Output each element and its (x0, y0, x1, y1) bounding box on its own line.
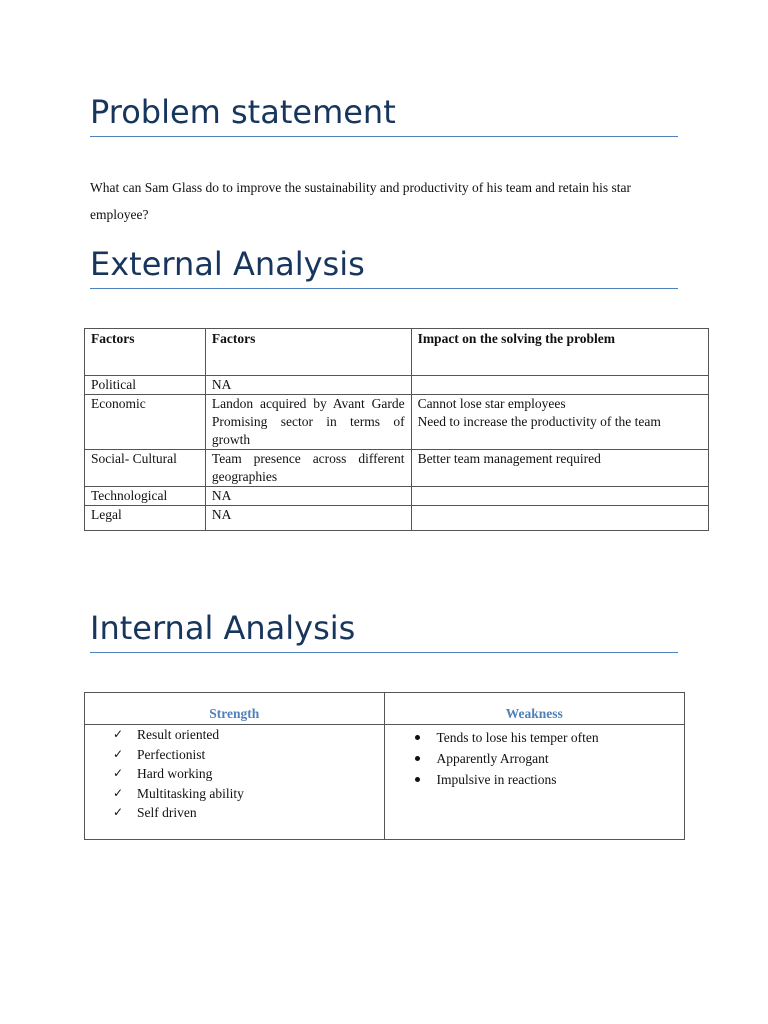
impact-line: Need to increase the productivity of the team (417, 414, 661, 429)
factor-cell: Economic (85, 395, 206, 450)
list-item-text: Result oriented (137, 727, 220, 742)
impact-cell (411, 376, 708, 395)
table-row (85, 450, 709, 487)
detail-cell: NA (205, 506, 411, 531)
factor-cell: Political (85, 376, 206, 395)
check-icon: ✓ (113, 766, 124, 780)
list-item-text: Tends to lose his temper often (436, 730, 599, 745)
list-item-text: Apparently Arrogant (436, 751, 549, 766)
check-icon: ✓ (113, 746, 124, 761)
column-header-factors: Factors (85, 329, 206, 376)
detail-cell: NA (205, 487, 411, 506)
table-row (85, 725, 685, 840)
impact-cell (411, 487, 708, 506)
bullet-icon (415, 735, 420, 740)
list-item-text: Hard working (137, 766, 213, 781)
internal-analysis-table (84, 692, 685, 840)
external-analysis-heading: External Analysis (90, 244, 678, 289)
impact-cell: Better team management required (411, 450, 708, 487)
check-icon: ✓ (113, 727, 124, 741)
factor-cell: Social- Cultural (85, 450, 206, 487)
table-row (85, 487, 709, 506)
list-item (113, 764, 384, 784)
list-item (113, 745, 384, 765)
list-item-text: Self driven (137, 805, 197, 820)
weaknesses-list (385, 725, 685, 790)
impact-cell (411, 506, 708, 531)
list-item (113, 725, 384, 745)
impact-cell (411, 395, 708, 450)
bullet-icon (415, 777, 420, 782)
table-row (85, 395, 709, 450)
column-header-factors-detail: Factors (205, 329, 411, 376)
column-header-impact: Impact on the solving the problem (411, 329, 708, 376)
list-item-text: Multitasking ability (137, 785, 244, 801)
table-header-row (85, 329, 709, 376)
internal-analysis-heading: Internal Analysis (90, 608, 678, 653)
strengths-list (85, 725, 384, 823)
list-item (411, 748, 685, 769)
list-item (411, 769, 685, 790)
list-item (411, 727, 685, 748)
external-analysis-table (84, 328, 709, 531)
list-item-text: Perfectionist (137, 746, 206, 762)
factor-cell: Technological (85, 487, 206, 506)
impact-line: Cannot lose star employees (417, 396, 566, 411)
list-item (113, 803, 384, 823)
table-row (85, 376, 709, 395)
detail-cell: NA (205, 376, 411, 395)
check-icon: ✓ (113, 805, 124, 819)
strength-header: Strength (85, 693, 385, 725)
bullet-icon (415, 756, 420, 761)
factor-cell: Legal (85, 506, 206, 531)
check-icon: ✓ (113, 785, 124, 800)
detail-cell: Team presence across different geographies (205, 450, 411, 487)
list-item-text: Impulsive in reactions (436, 772, 557, 787)
weakness-header: Weakness (384, 693, 685, 725)
table-row (85, 506, 709, 531)
weaknesses-cell (384, 725, 685, 840)
table-header-row (85, 693, 685, 725)
problem-statement-text: What can Sam Glass do to improve the sustainability and productivity of his team and retain his star employee? (90, 180, 632, 222)
strengths-cell (85, 725, 385, 840)
problem-statement-heading: Problem statement (90, 92, 678, 137)
list-item (113, 784, 384, 804)
detail-cell: Landon acquired by Avant Garde Promising sector in terms of growth (205, 395, 411, 450)
